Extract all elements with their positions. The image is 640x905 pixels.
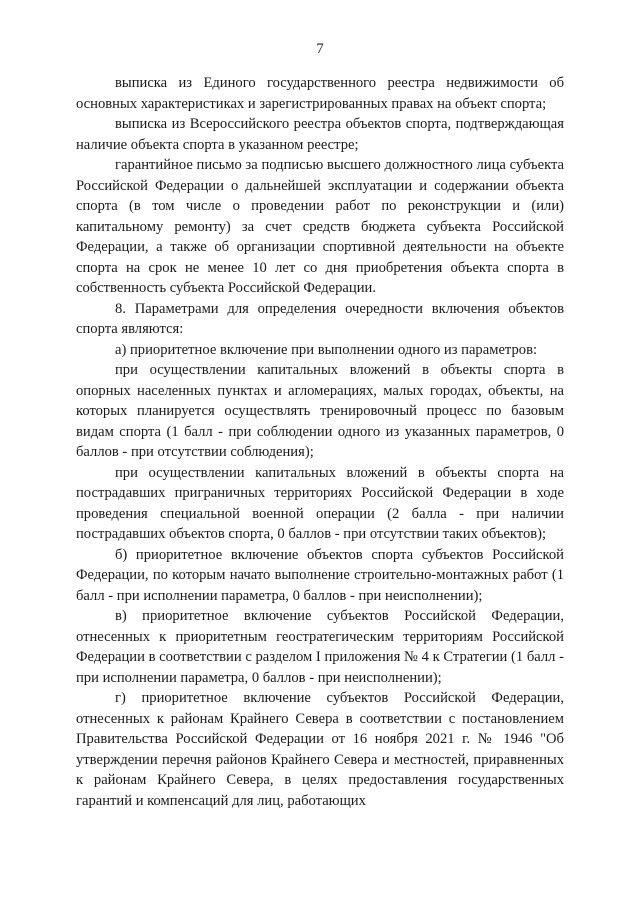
paragraph-item-a-settlements: при осуществлении капитальных вложений в объекты спорта в опорных населенных пунктах и агломерациях, малых городах, объекты, на которых планируется осуществлять тренировочный процесс по базовым видам спорта (1 балл - при соблюдении одного из указанных параметров, 0 баллов - при отсутствии соблюдения); [76, 362, 564, 460]
paragraph-item-a-border-territories: при осуществлении капитальных вложений в объекты спорта на пострадавших приграничных территориях Российской Федерации в ходе проведения специальной военной операции (2 балла - при наличии пострадавших объектов спорта, 0 баллов - при отсутствии таких объектов); [76, 464, 564, 542]
document-body [76, 73, 564, 811]
paragraph-item-g: г) приоритетное включение субъектов Российской Федерации, отнесенных к районам Крайнего Севера в соответствии с постановлением Правительства Российской Федерации от 16 ноября 2021 г. № 1946 "Об утверждении перечня районов Крайнего Севера и местностей, приравненных к районам Крайнего Севера, в целях предоставления государственных гарантий и компенсаций для лиц, работающих [76, 690, 564, 809]
paragraph-sports-registry-extract: выписка из Всероссийского реестра объектов спорта, подтверждающая наличие объекта спорта в указанном реестре; [76, 116, 564, 153]
paragraph-item-b: б) приоритетное включение объектов спорта субъектов Российской Федерации, по которым начато выполнение строительно-монтажных работ (1 балл - при исполнении параметра, 0 баллов - при неисполнении); [76, 546, 564, 604]
paragraph-item-a: а) приоритетное включение при выполнении одного из параметров: [115, 341, 538, 358]
paragraph-guarantee-letter: гарантийное письмо за подписью высшего должностного лица субъекта Российской Федерации о дальнейшей эксплуатации и содержании объекта спорта (в том числе о проведении работ по реконструкции и (или) капитальному ремонту) за счет средств бюджета субъекта Российской Федерации, а также об организации спортивной деятельности на объекте спорта на срок не менее 10 лет со дня приобретения объекта спорта в собственность субъекта Российской Федерации. [76, 157, 564, 296]
paragraph-item-v: в) приоритетное включение субъектов Российской Федерации, отнесенных к приоритетным геостратегическим территориям Российской Федерации в соответствии с разделом I приложения № 4 к Стратегии (1 балл - при исполнении параметра, 0 баллов - при неисполнении); [76, 608, 564, 686]
paragraph-section-8-heading: 8. Параметрами для определения очередности включения объектов спорта являются: [76, 300, 564, 337]
paragraph-egrn-extract: выписка из Единого государственного реестра недвижимости об основных характеристиках и зарегистрированных правах на объект спорта; [76, 75, 564, 112]
page-number: 7 [316, 41, 324, 57]
